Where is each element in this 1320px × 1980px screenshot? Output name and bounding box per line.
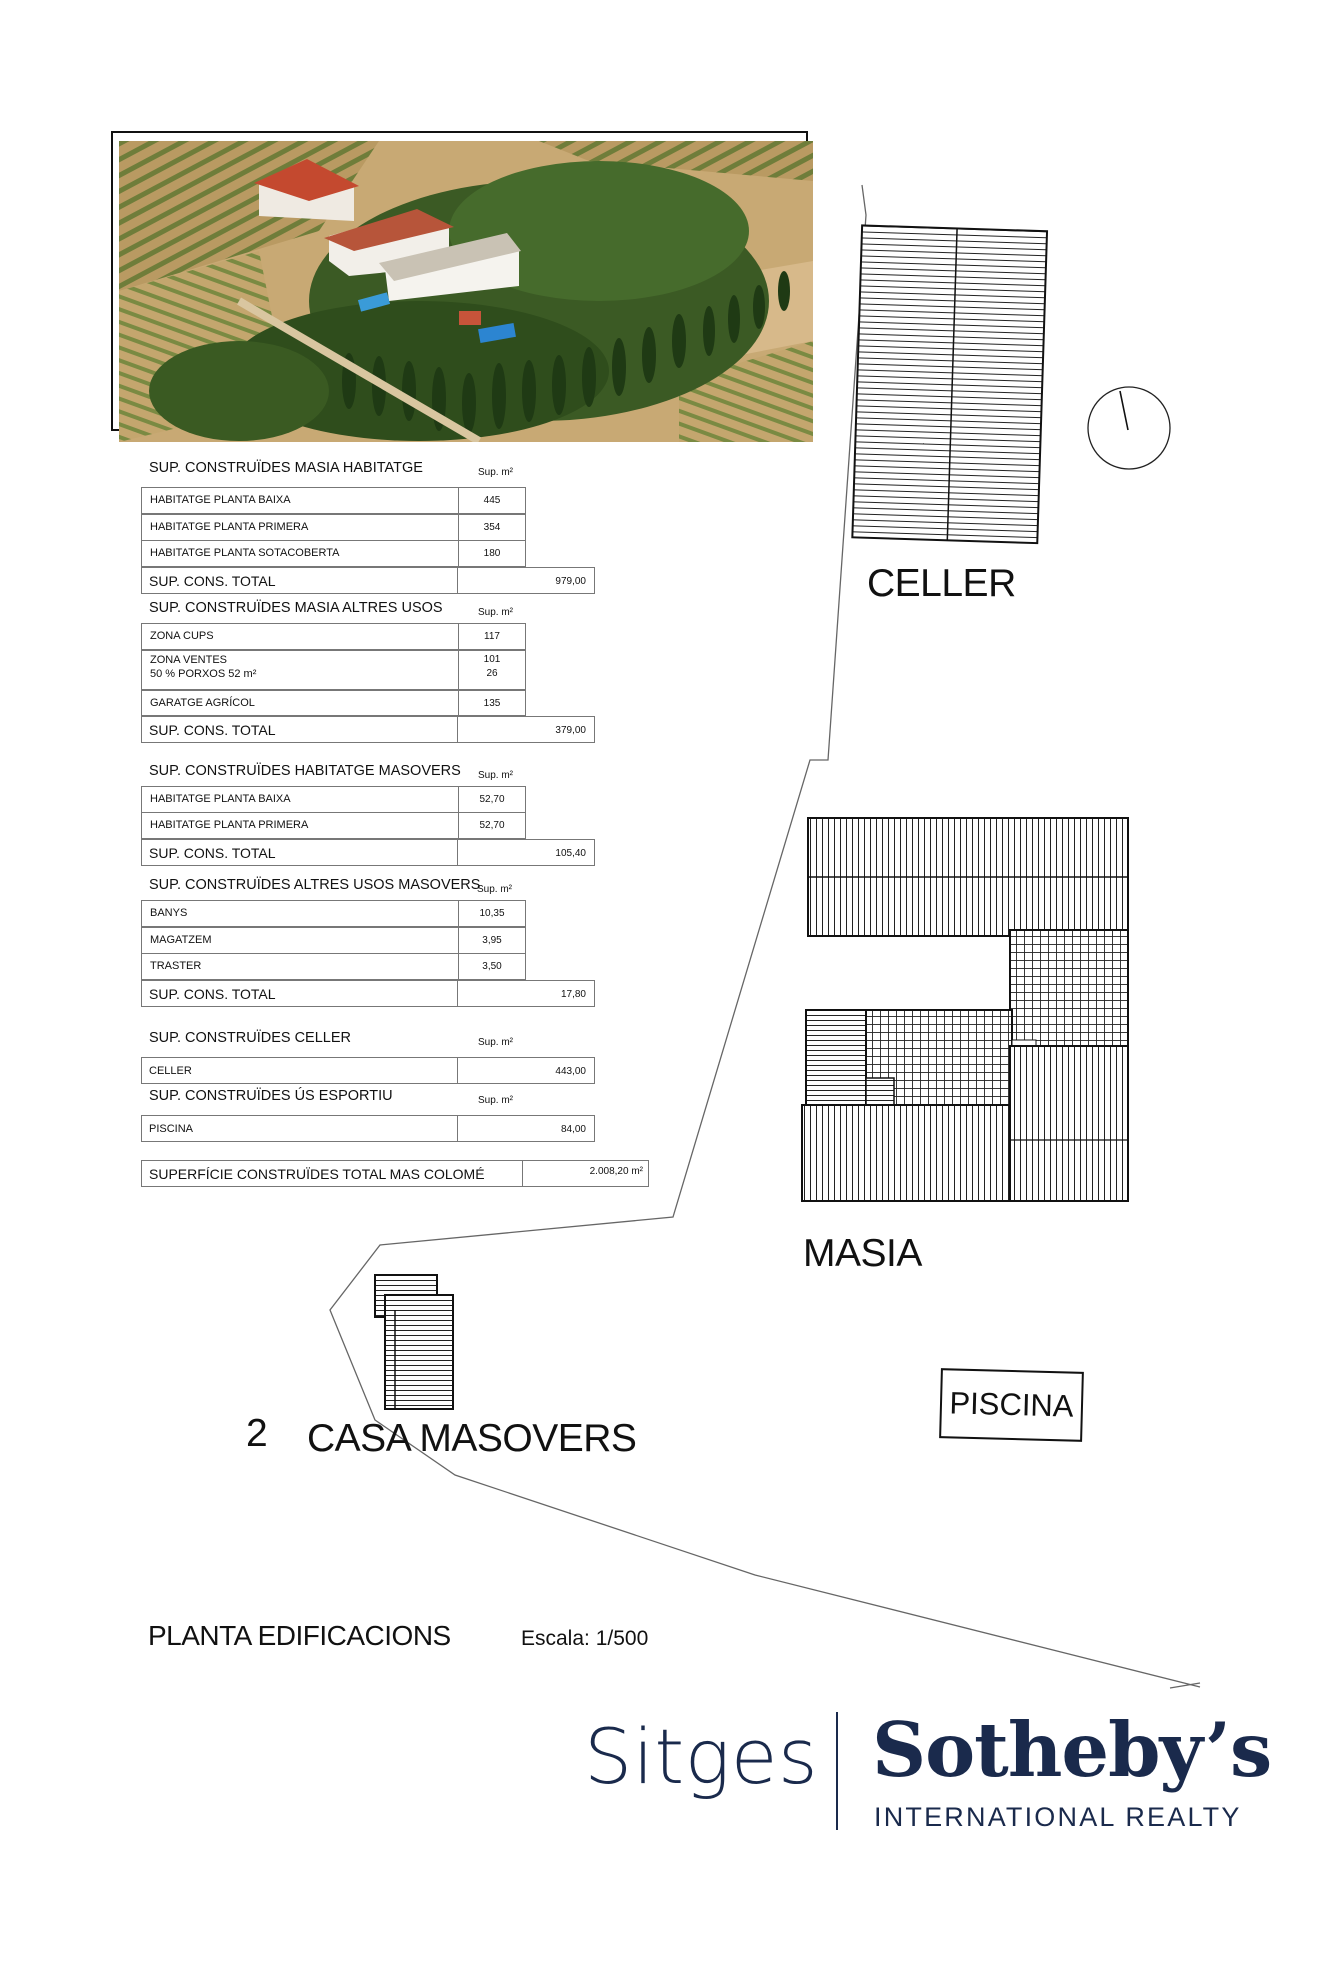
brand-tagline: INTERNATIONAL REALTY — [874, 1802, 1242, 1832]
table-row-label: GARATGE AGRÍCOL — [150, 697, 255, 709]
table-unit-label: Sup. m² — [478, 467, 514, 478]
north-arrow — [1088, 387, 1170, 469]
piscina-label: PISCINA — [949, 1385, 1074, 1424]
table-title: SUP. CONSTRUÏDES ÚS ESPORTIU — [149, 1088, 393, 1104]
masia-building — [802, 818, 1128, 1201]
table-total-value: 17,80 — [560, 989, 586, 1000]
table-total-value: 105,40 — [555, 848, 586, 859]
table-unit-label: Sup. m² — [478, 1095, 514, 1106]
table-unit-label: Sup. m² — [478, 607, 514, 618]
table-row-sublabel: 50 % PORXOS 52 m² — [150, 668, 257, 680]
table-row-label: HABITATGE PLANTA PRIMERA — [150, 819, 309, 831]
table-total-value: 979,00 — [555, 576, 586, 587]
table-total-label: SUP. CONS. TOTAL — [149, 722, 276, 738]
table-row-label: TRASTER — [150, 960, 202, 972]
piscina-box — [939, 1368, 1084, 1442]
table-row-label: HABITATGE PLANTA PRIMERA — [150, 521, 309, 533]
table-row-value: 445 — [483, 495, 501, 506]
masovers-label: CASA MASOVERS — [307, 1417, 637, 1460]
table-title: SUP. CONSTRUÏDES CELLER — [149, 1030, 351, 1046]
table-title: SUP. CONSTRUÏDES MASIA ALTRES USOS — [149, 600, 443, 616]
table-row-label: ZONA CUPS — [150, 630, 214, 642]
brand-divider — [836, 1712, 838, 1830]
scale-text: Escala: 1/500 — [521, 1627, 649, 1650]
table-row-value: 180 — [483, 548, 501, 559]
table-row-label: HABITATGE PLANTA SOTACOBERTA — [150, 547, 340, 559]
table-total-value: 379,00 — [555, 725, 586, 736]
table-title: SUP. CONSTRUÏDES MASIA HABITATGE — [149, 460, 423, 476]
celler-building — [852, 225, 1047, 543]
table-unit-label: Sup. m² — [478, 770, 514, 781]
table-total-value: 443,00 — [555, 1066, 586, 1077]
plan-title: PLANTA EDIFICACIONS — [148, 1620, 451, 1651]
grand-total-value: 2.008,20 m² — [589, 1166, 643, 1177]
table-total-label: PISCINA — [149, 1123, 194, 1135]
table-row-value: 135 — [483, 698, 501, 709]
table-total-label: SUP. CONS. TOTAL — [149, 986, 276, 1002]
grand-total-label: SUPERFÍCIE CONSTRUÏDES TOTAL MAS COLOMÉ — [149, 1166, 485, 1182]
table-row-label: HABITATGE PLANTA BAIXA — [150, 494, 291, 506]
table-title: SUP. CONSTRUÏDES HABITATGE MASOVERS — [149, 763, 461, 779]
masovers-number: 2 — [246, 1412, 268, 1455]
table-row-label: MAGATZEM — [150, 934, 212, 946]
table-row-value: 354 — [483, 522, 501, 533]
brand-name: Sotheby’s — [872, 1706, 1272, 1794]
celler-label: CELLER — [867, 562, 1016, 605]
table-total-value: 84,00 — [560, 1124, 586, 1135]
table-total-label: SUP. CONS. TOTAL — [149, 845, 276, 861]
table-row-label: BANYS — [150, 907, 188, 919]
masia-label: MASIA — [803, 1232, 922, 1275]
table-row-value: 10,35 — [479, 908, 505, 919]
table-total-label: SUP. CONS. TOTAL — [149, 573, 276, 589]
brand-city: Sitges — [584, 1712, 819, 1801]
table-row-value: 52,70 — [479, 794, 505, 805]
table-row-subvalue: 26 — [486, 668, 498, 679]
table-row-value: 3,95 — [482, 935, 502, 946]
table-unit-label: Sup. m² — [477, 884, 513, 895]
table-title: SUP. CONSTRUÏDES ALTRES USOS MASOVERS — [149, 877, 481, 893]
table-row-value: 3,50 — [482, 961, 502, 972]
masovers-building — [375, 1275, 453, 1409]
table-row-label: HABITATGE PLANTA BAIXA — [150, 793, 291, 805]
table-row-value: 101 — [483, 654, 501, 665]
table-row-value: 117 — [484, 631, 500, 642]
table-row-label: ZONA VENTES — [150, 654, 228, 666]
table-total-label: CELLER — [149, 1065, 192, 1077]
table-row-value: 52,70 — [479, 820, 505, 831]
table-unit-label: Sup. m² — [478, 1037, 514, 1048]
